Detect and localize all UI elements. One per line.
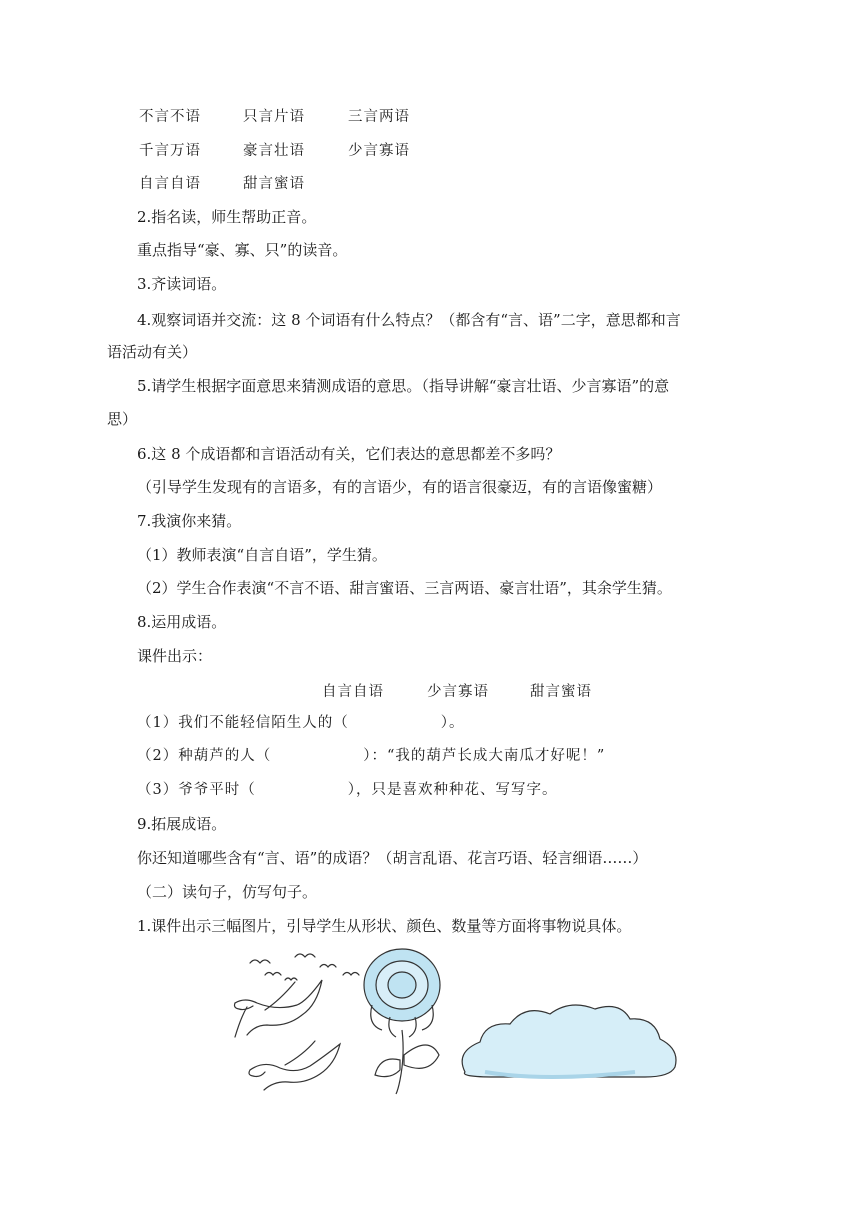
q2-text-after: ）：“我的葫芦长成大南瓜才好呢！” <box>363 748 606 764</box>
exercise-word: 少言寡语 <box>427 684 489 700</box>
step-5-line1: 5.请学生根据字面意思来猜测成语的意思。（指导讲解“豪言壮语、少言寡语”的意 <box>137 377 670 395</box>
exercise-q3 <box>137 780 557 800</box>
idiom-item: 千言万语 <box>139 143 201 159</box>
q3-text-before: （3）爷爷平时（ <box>137 782 256 798</box>
section-2-item-1: 1.课件出示三幅图片，引导学生从形状、颜色、数量等方面将事物说具体。 <box>137 917 632 935</box>
idiom-item: 豪言壮语 <box>243 143 305 159</box>
chrysanthemum-illustration <box>360 945 450 1095</box>
step-2-note: 重点指导“豪、寡、只”的读音。 <box>137 241 348 259</box>
step-9: 9.拓展成语。 <box>137 815 227 833</box>
courseware-label: 课件出示： <box>137 647 213 665</box>
idiom-item: 三言两语 <box>348 109 410 125</box>
exercise-word: 自言自语 <box>322 684 384 700</box>
step-8: 8.运用成语。 <box>137 613 227 631</box>
step-9-question: 你还知道哪些含有“言、语”的成语？（胡言乱语、花言巧语、轻言细语……） <box>137 849 648 867</box>
section-2-heading: （二）读句子，仿写句子。 <box>137 883 318 901</box>
exercise-q2 <box>137 746 605 766</box>
step-4-line1: 4.观察词语并交流：这 8 个词语有什么特点？（都含有“言、语”二字，意思都和言 <box>137 311 681 329</box>
idiom-item: 不言不语 <box>139 109 201 125</box>
q1-text-before: （1）我们不能轻信陌生人的（ <box>137 715 349 731</box>
q3-text-after: ），只是喜欢种种花、写写字。 <box>347 782 558 798</box>
q2-text-before: （2）种葫芦的人（ <box>137 748 272 764</box>
step-6: 6.这 8 个成语都和言语活动有关，它们表达的意思都差不多吗？ <box>137 445 561 463</box>
step-2: 2.指名读，师生帮助正音。 <box>137 208 317 226</box>
step-7-item-1: （1）教师表演“自言自语”，学生猜。 <box>137 546 387 564</box>
step-6-note: （引导学生发现有的言语多，有的言语少，有的语言很豪迈，有的言语像蜜糖） <box>137 478 663 496</box>
q1-text-after: ）。 <box>440 715 465 731</box>
step-5-line2: 思） <box>107 410 138 428</box>
exercise-q1 <box>137 713 464 733</box>
idiom-item: 少言寡语 <box>348 143 410 159</box>
geese-illustration <box>225 945 370 1095</box>
step-4-line2: 语活动有关） <box>107 343 198 361</box>
step-7: 7.我演你来猜。 <box>137 512 242 530</box>
exercise-word: 甜言蜜语 <box>530 684 592 700</box>
cloud-illustration <box>455 1002 683 1094</box>
idiom-item: 只言片语 <box>243 109 305 125</box>
idiom-item: 甜言蜜语 <box>243 176 305 192</box>
step-7-item-2: （2）学生合作表演“不言不语、甜言蜜语、三言两语、豪言壮语”，其余学生猜。 <box>137 579 672 597</box>
idiom-item: 自言自语 <box>139 176 201 192</box>
step-3: 3.齐读词语。 <box>137 275 227 293</box>
